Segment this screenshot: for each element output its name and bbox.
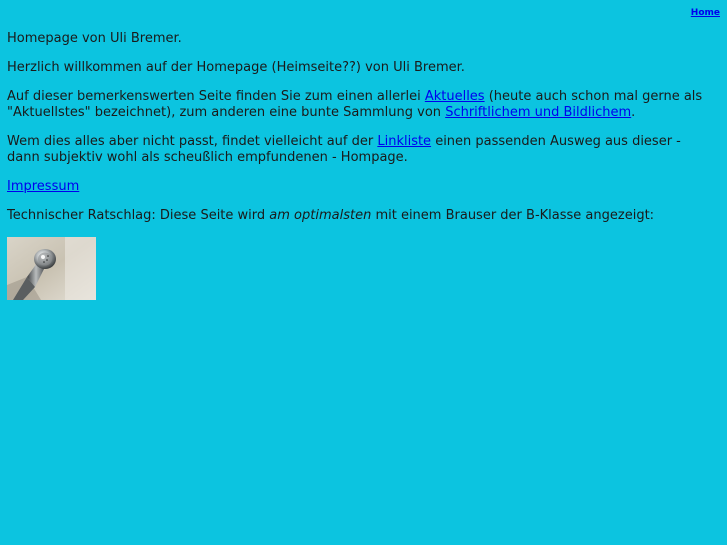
tech-advice-emphasis: am optimalsten: [269, 208, 372, 223]
aktuelles-link[interactable]: Aktuelles: [424, 89, 485, 104]
tech-advice-text-start: Technischer Ratschlag: Diese Seite wird: [7, 208, 270, 223]
intro-text: Homepage von Uli Bremer.: [7, 31, 182, 46]
tech-advice-text-end: mit einem Brauser der B-Klasse angezeigt:: [371, 208, 655, 223]
linkliste-paragraph: [7, 134, 717, 166]
linkliste-text-end: einen passenden Ausweg aus dieser - dann subjektiv wohl als scheußlich empfundenen - Hompage.: [7, 134, 681, 165]
description-text-middle: (heute auch schon mal gerne als "Aktuellstes" bezeichnet), zum anderen eine bunte Sammlung von: [7, 89, 703, 120]
description-text-end: .: [631, 105, 636, 120]
tech-advice-paragraph: [7, 208, 717, 224]
home-link[interactable]: Home: [690, 8, 720, 18]
shower-head-photo: [7, 237, 96, 300]
welcome-text: Herzlich willkommen auf der Homepage (Heimseite??) von Uli Bremer.: [7, 60, 465, 75]
description-paragraph: [7, 89, 717, 121]
impressum-link[interactable]: Impressum: [7, 179, 80, 194]
schriftliches-bildliches-link[interactable]: Schriftlichem und Bildlichem: [445, 105, 632, 120]
main-content: [7, 31, 717, 300]
description-text-start: Auf dieser bemerkenswerten Seite finden Sie zum einen allerlei: [7, 89, 425, 104]
linkliste-text-start: Wem dies alles aber nicht passt, findet vielleicht auf der: [7, 134, 378, 149]
impressum-paragraph: [7, 179, 717, 195]
linkliste-link[interactable]: Linkliste: [377, 134, 432, 149]
